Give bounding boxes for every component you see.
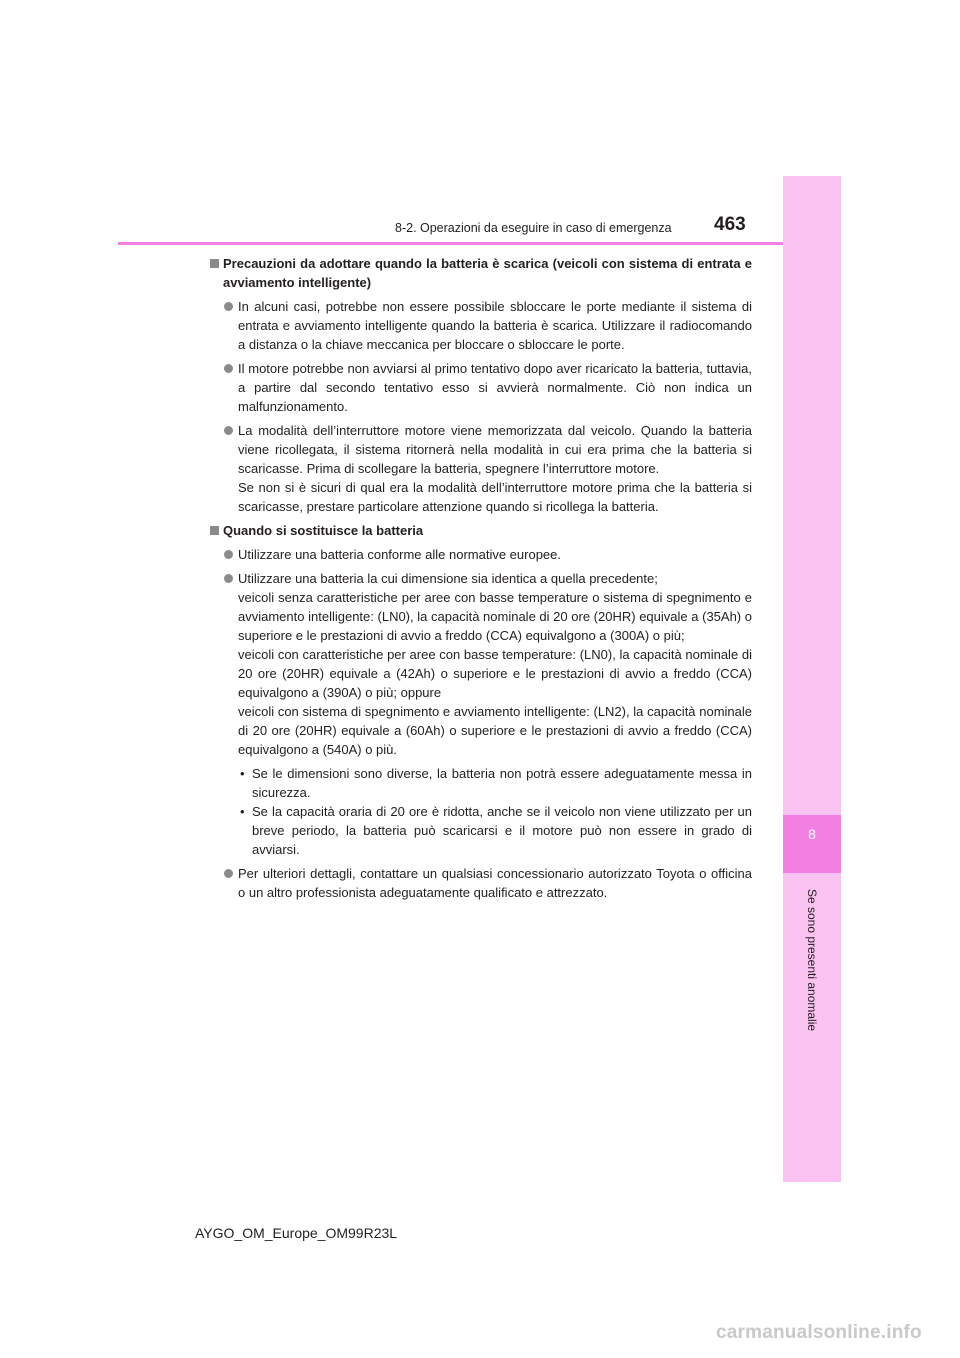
chapter-title-text: Se sono presenti anomalie: [805, 888, 819, 1032]
chapter-number-box: [783, 815, 841, 873]
circle-bullet-icon: [224, 426, 233, 435]
circle-bullet-icon: [224, 574, 233, 583]
list-item: La modalità dell’interruttore motore viene memorizzata dal veicolo. Quando la batteria viene ricollegata, il sistema ritornerà nella modalità in cui era prima che la batteria si scaricasse. Prima di scollegare la batteria, spegnere l’interruttore motore. Se non si è sicuri di qual era la modalità dell’interruttore motore prima che la batteria si scaricasse, prestare particolare attenzione quando si ricollega la batteria.: [210, 421, 752, 516]
square-bullet-icon: [210, 259, 219, 268]
header-rule: [118, 242, 783, 245]
watermark: carmanualsonline.info: [716, 1322, 922, 1343]
circle-bullet-icon: [224, 364, 233, 373]
chapter-side-tab: [783, 176, 841, 1182]
section-heading: Precauzioni da adottare quando la batteria è scarica (veicoli con sistema di entrata e avviamento intelligente): [210, 254, 752, 292]
sub-list: [210, 764, 752, 859]
circle-bullet-icon: [224, 302, 233, 311]
section-heading: Quando si sostituisce la batteria: [210, 521, 752, 540]
sub-list-item: • Se la capacità oraria di 20 ore è ridotta, anche se il veicolo non viene utilizzato per un breve periodo, la batteria può scaricarsi e il motore può non essere in grado di avviarsi.: [240, 804, 752, 857]
sub-list-item: • Se le dimensioni sono diverse, la batteria non potrà essere adeguatamente messa in sicurezza.: [240, 766, 752, 800]
list-item: Per ulteriori dettagli, contattare un qualsiasi concessionario autorizzato Toyota o officina o un altro professionista adeguatamente qualificato e attrezzato.: [210, 864, 752, 902]
list-item: In alcuni casi, potrebbe non essere possibile sbloccare le porte mediante il sistema di entrata e avviamento intelligente quando la batteria è scarica. Utilizzare il radiocomando a distanza o la chiave meccanica per bloccare o sbloccare le porte.: [210, 297, 752, 354]
chapter-number: 8: [808, 826, 816, 842]
list-item: Il motore potrebbe non avviarsi al primo tentativo dopo aver ricaricato la batteria, tuttavia, a partire dal secondo tentativo esso si avvierà normalmente. Ciò non indica un malfunzionamento.: [210, 359, 752, 416]
list-item: Utilizzare una batteria la cui dimensione sia identica a quella precedente; veicoli senza caratteristiche per aree con basse temperature o sistema di spegnimento e avviamento intelligente: (LN0), la capacità nominale di 20 ore (20HR) equivale a (35Ah) o superiore e le prestazioni di avvio a freddo (CCA) equivalgono a (300A) o più; veicoli con caratteristiche per aree con basse temperature: (LN0), la capacità nominale di 20 ore (20HR) equivale a (42Ah) o superiore e le prestazioni di avvio a freddo (CCA) equivalgono a (390A) o più; oppure veicoli con sistema di spegnimento e avviamento intelligente: (LN2), la capacità nominale di 20 ore (20HR) equivale a (60Ah) o superiore e le prestazioni di avvio a freddo (CCA) equivalgono a (540A) o più.: [210, 569, 752, 759]
section-header: 8-2. Operazioni da eseguire in caso di emergenza: [395, 221, 672, 235]
page-content: [210, 254, 752, 907]
page-number: 463: [714, 214, 746, 235]
dot-bullet-icon: •: [240, 766, 245, 781]
list-item: Utilizzare una batteria conforme alle normative europee.: [210, 545, 752, 564]
document-code: AYGO_OM_Europe_OM99R23L: [195, 1225, 398, 1241]
circle-bullet-icon: [224, 869, 233, 878]
dot-bullet-icon: •: [240, 804, 245, 819]
square-bullet-icon: [210, 526, 219, 535]
circle-bullet-icon: [224, 550, 233, 559]
